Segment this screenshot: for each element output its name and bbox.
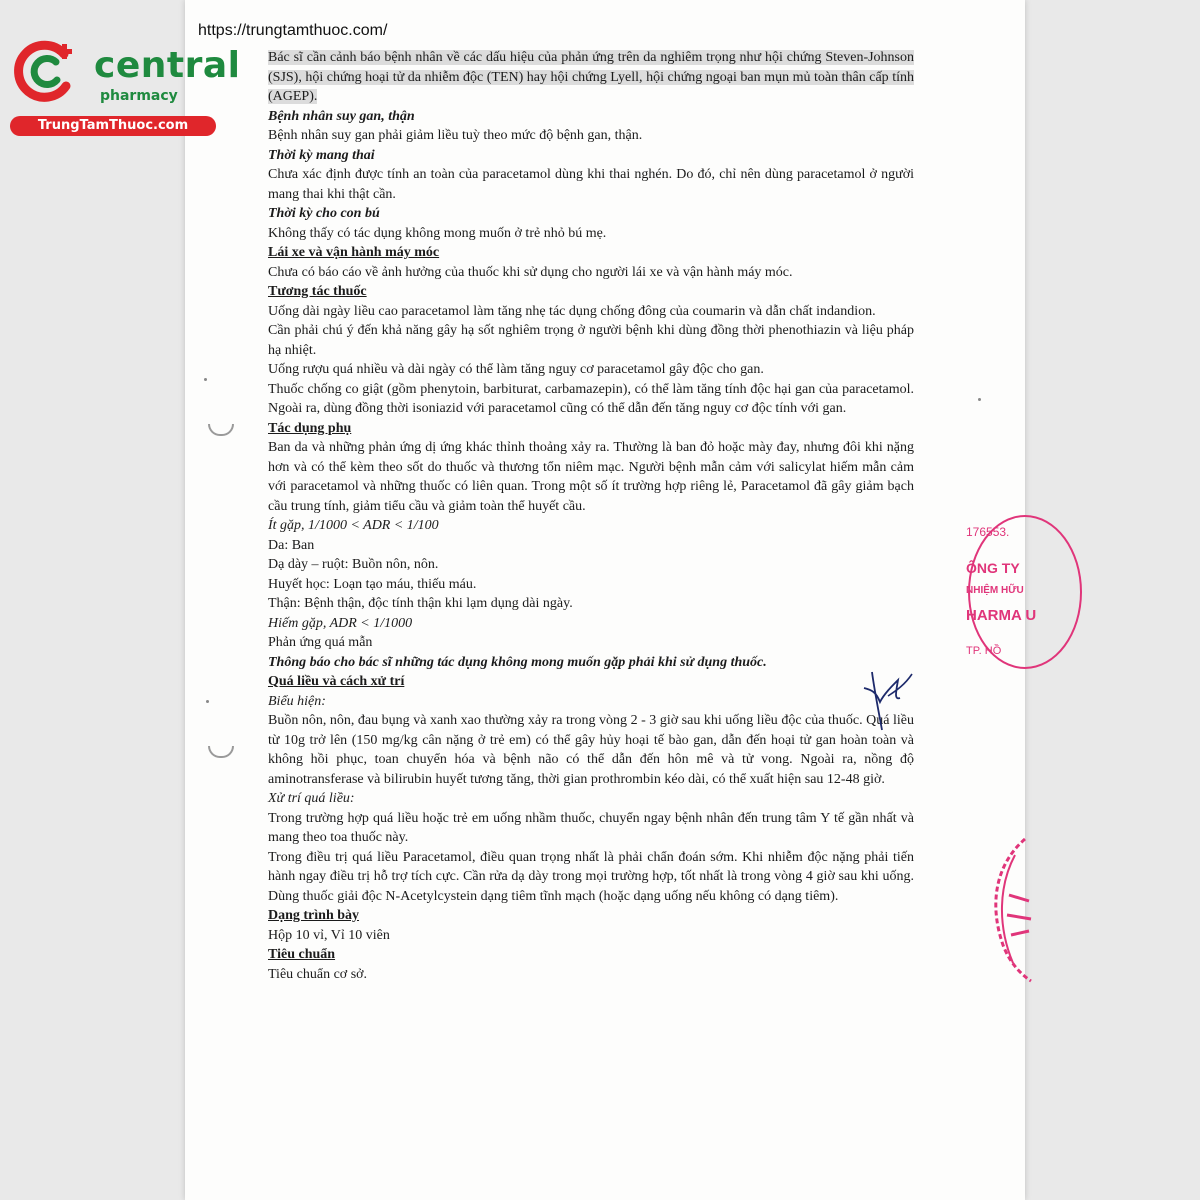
heading-symptoms: Biểu hiện: bbox=[268, 693, 326, 709]
site-label[interactable]: TrungTamThuoc.com bbox=[10, 116, 216, 136]
heading-overdose: Quá liều và cách xử trí bbox=[268, 674, 405, 689]
highlighted-warning: Bác sĩ cần cảnh báo bệnh nhân về các dấu hiệu của phản ứng trên da nghiêm trọng như hội chứng Steven-Johnson (SJS), hội chứng hoại tử da nhiễm độc (TEN) hay hội chứng Lyell, hội chứng ngoại ban mụn mủ toàn thân cấp tính (AGEP). bbox=[268, 50, 914, 104]
brand-name: central bbox=[94, 45, 241, 86]
central-pharmacy-logo bbox=[8, 34, 241, 144]
notify-doctor-note: Thông báo cho bác sĩ những tác dụng không mong muốn gặp phải khi sử dụng thuốc. bbox=[268, 654, 767, 670]
heading-lactation: Thời kỳ cho con bú bbox=[268, 206, 380, 221]
heading-liver-kidney: Bệnh nhân suy gan, thận bbox=[268, 108, 415, 124]
paper-speck bbox=[206, 700, 209, 703]
paragraph-liver-kidney: Bệnh nhân suy gan phải giảm liều tuỳ theo mức độ bệnh gan, thận. bbox=[268, 128, 643, 143]
heading-pregnancy: Thời kỳ mang thai bbox=[268, 147, 375, 163]
line-hypersensitivity: Phản ứng quá mẫn bbox=[268, 635, 373, 650]
heading-presentation: Dạng trình bày bbox=[268, 908, 360, 923]
paragraph-treatment-2: Trong điều trị quá liều Paracetamol, điều quan trọng nhất là phải chẩn đoán sớm. Khi nhiễm độc nặng phải tiến hành ngay điều trị hỗ trợ tích cực. Cần rửa dạ dày trong mọi trường hợp, tốt nhất là trong vòng 4 giờ sau khi uống. Dùng thuốc giải độc N-Acetylcystein dạng tiêm tĩnh mạch (hoặc dạng uống nếu không có dạng tiêm). bbox=[268, 849, 914, 904]
warning-paragraph bbox=[268, 48, 914, 107]
line-blood: Huyết học: Loạn tạo máu, thiếu máu. bbox=[268, 576, 477, 592]
heading-driving: Lái xe và vận hành máy móc bbox=[268, 245, 440, 260]
paragraph-interaction-3: Uống rượu quá nhiều và dài ngày có thể làm tăng nguy cơ paracetamol gây độc cho gan. bbox=[268, 362, 764, 377]
stamp-line-2: ÔNG TY bbox=[966, 560, 1020, 576]
partial-seal-mark bbox=[985, 835, 1045, 985]
paragraph-interaction-1: Uống dài ngày liều cao paracetamol làm tăng nhẹ tác dụng chống đông của coumarin và dẫn chất indandion. bbox=[268, 303, 876, 319]
line-kidney: Thận: Bệnh thận, độc tính thận khi lạm dụng dài ngày. bbox=[268, 596, 573, 611]
company-stamp bbox=[966, 515, 1037, 665]
paragraph-standard: Tiêu chuẩn cơ sở. bbox=[268, 966, 368, 982]
stamp-line-3: NHIỆM HỮU bbox=[966, 585, 1024, 596]
heading-rare: Hiếm gặp, ADR < 1/1000 bbox=[268, 615, 413, 631]
paper-speck bbox=[204, 378, 207, 381]
stamp-line-4: HARMA U bbox=[966, 607, 1037, 624]
paragraph-side-effects: Ban da và những phản ứng dị ứng khác thỉnh thoảng xảy ra. Thường là ban đỏ hoặc mày đay, nhưng đôi khi nặng hơn và có thể kèm theo sốt do thuốc và thương tổn niêm mạc. Người bệnh mẫn cảm với salicylat hiếm mẫn cảm với paracetamol và những thuốc có liên quan. Trong một số ít trường hợp riêng lẻ, Paracetamol đã gây giảm bạch cầu trung tính, giảm tiểu cầu và giảm toàn thể huyết cầu. bbox=[268, 440, 914, 514]
paragraph-symptoms: Buồn nôn, nôn, đau bụng và xanh xao thường xảy ra trong vòng 2 - 3 giờ sau khi uống liều độc của thuốc. Quá liều từ 10g trở lên (150 mg/kg cân nặng ở trẻ em) có thể gây hủy hoại tế bào gan, dẫn đến hoại tử gan hoàn toàn và không hồi phục, toan chuyển hóa và bệnh não có thể dẫn đến hôn mê và tử vong. Ngoài ra, nồng độ aminotransferase và bilirubin huyết tương tăng, thời gian prothrombin kéo dài, có thể xuất hiện sau 12-48 giờ. bbox=[268, 713, 914, 787]
line-skin: Da: Ban bbox=[268, 537, 315, 553]
document-body bbox=[268, 48, 914, 984]
heading-standard: Tiêu chuẩn bbox=[268, 947, 336, 962]
paragraph-interaction-2: Cần phải chú ý đến khả năng gây hạ sốt nghiêm trọng ở người bệnh khi dùng đồng thời phenothiazin và liệu pháp hạ nhiệt. bbox=[268, 323, 914, 358]
line-gastro: Dạ dày – ruột: Buồn nôn, nôn. bbox=[268, 557, 439, 572]
heading-uncommon: Ít gặp, 1/1000 < ADR < 1/100 bbox=[268, 518, 439, 533]
heading-side-effects: Tác dụng phụ bbox=[268, 420, 352, 436]
paragraph-treatment-1: Trong trường hợp quá liều hoặc trẻ em uống nhầm thuốc, chuyển ngay bệnh nhân đến trung tâm Y tế gần nhất và mang theo toa thuốc này. bbox=[268, 810, 914, 845]
heading-overdose-treatment: Xử trí quá liều: bbox=[268, 791, 355, 806]
paragraph-interaction-4: Thuốc chống co giật (gồm phenytoin, barbiturat, carbamazepin), có thể làm tăng tính độc hại gan của paracetamol. Ngoài ra, dùng đồng thời isoniazid với paracetamol cũng có thể dẫn đến tăng nguy cơ độc tính với gan. bbox=[268, 381, 914, 416]
paper-speck bbox=[978, 398, 981, 401]
brand-subtitle: pharmacy bbox=[100, 88, 178, 104]
source-url[interactable]: https://trungtamthuoc.com/ bbox=[198, 22, 388, 39]
paragraph-driving: Chưa có báo cáo về ảnh hưởng của thuốc khi sử dụng cho người lái xe và vận hành máy móc. bbox=[268, 264, 793, 280]
paragraph-presentation: Hộp 10 vỉ, Vỉ 10 viên bbox=[268, 927, 390, 943]
handwritten-signature bbox=[858, 668, 918, 734]
stamp-line-1: 176553. bbox=[966, 525, 1010, 539]
pharmacy-c-cross-icon bbox=[12, 38, 78, 104]
paragraph-pregnancy: Chưa xác định được tính an toàn của paracetamol dùng khi thai nghén. Do đó, chỉ nên dùng paracetamol ở người mang thai khi thật cần. bbox=[268, 167, 914, 202]
paragraph-lactation: Không thấy có tác dụng không mong muốn ở trẻ nhỏ bú mẹ. bbox=[268, 225, 607, 241]
heading-interactions: Tương tác thuốc bbox=[268, 284, 367, 299]
stamp-line-5: TP. HỒ bbox=[966, 645, 1002, 657]
